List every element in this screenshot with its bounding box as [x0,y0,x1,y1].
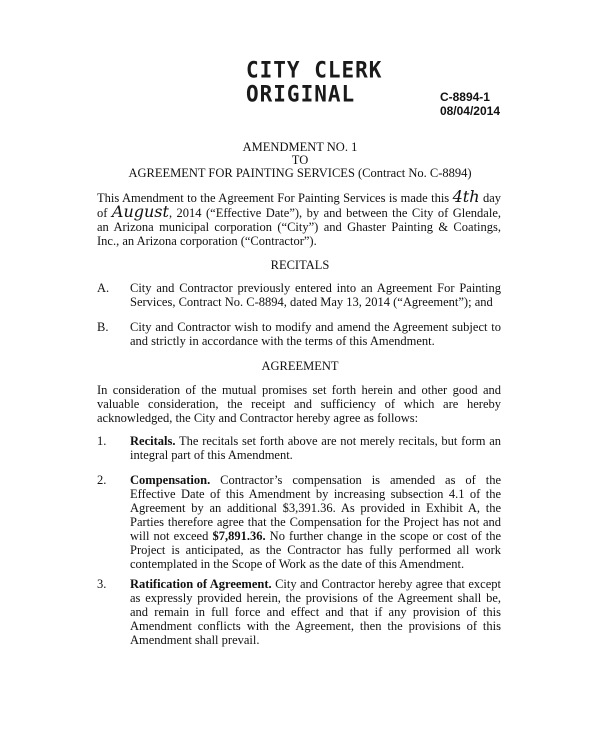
city-clerk-stamp [246,58,382,106]
item-1-marker: 1. [97,434,107,448]
intro-paragraph [97,187,502,248]
document-number [440,90,500,118]
recitals-title: RECITALS [270,258,330,272]
intro-text-3: , 2014 (“Effective Date”), by and between the City of Glendale, an Arizona municipal corporation (“City”) and Ghaster Painting & Coatings, Inc., an Arizona corporation (“Contractor”). [97,206,502,248]
intro-text-1: This Amendment to the Agreement For Painting Services is made this [97,191,450,205]
agreement-title: AGREEMENT [261,359,339,373]
recital-a-marker: A. [97,281,110,295]
handwritten-day: 4th [452,187,480,206]
item-2-title: Compensation. [130,473,211,487]
recital-b-text: City and Contractor wish to modify and amend the Agreement subject to and strictly in accordance with the terms of this Amendment. [130,320,501,348]
item-3-body: City and Contractor hereby agree that except as expressly provided herein, the provisions of the Agreement shall be, and remain in full force and effect and that if any provision of this Amendment conflicts with the Agreement, then the provisions of this Amendment shall prevail. [130,577,502,647]
item-1-title: Recitals. [130,434,176,448]
item-2-text [130,473,501,571]
recital-b-marker: B. [97,320,109,334]
item-3-marker: 3. [97,577,107,591]
agreement-intro: In consideration of the mutual promises set forth herein and other good and valuable consideration, the receipt and sufficiency of which are hereby acknowledged, the City and Contractor hereby agree as follows: [97,383,501,425]
item-2-body-b: No further change in the scope or cost of the Project is anticipated, as the Contractor has fully performed all work contemplated in the Scope of Work as the date of this Amendment. [130,529,501,571]
item-3-text [130,577,501,647]
heading-line-2: TO [291,153,309,167]
handwritten-month: August [111,202,169,221]
stamp-line-2: ORIGINAL [246,81,356,107]
item-2-body-a: Contractor’s compensation is amended as of the Effective Date of this Amendment by increasing subsection 4.1 of the Agreement by an additional $3,391.36. As provided in Exhibit A, the Parties therefore agree that the Compensation for the Project has not and will not exceed [130,473,502,543]
item-1-text [130,434,501,462]
contract-number: C-8894-1 [439,90,490,104]
heading-line-1: AMENDMENT NO. 1 [242,140,358,154]
heading-line-3: AGREEMENT FOR PAINTING SERVICES (Contract No. C-8894) [128,166,472,180]
item-2-amount: $7,891.36. [212,529,266,543]
stamp-line-1: CITY CLERK [246,57,383,83]
item-1-body: The recitals set forth above are not merely recitals, but form an integral part of this Amendment. [130,434,501,462]
item-3-title: Ratification of Agreement. [130,577,272,591]
recital-a-text: City and Contractor previously entered into an Agreement For Painting Services, Contract No. C-8894, dated May 13, 2014 (“Agreement”); and [130,281,501,309]
intro-text-2: day of [97,191,502,220]
document-date: 08/04/2014 [439,104,500,118]
item-2-marker: 2. [97,473,107,487]
